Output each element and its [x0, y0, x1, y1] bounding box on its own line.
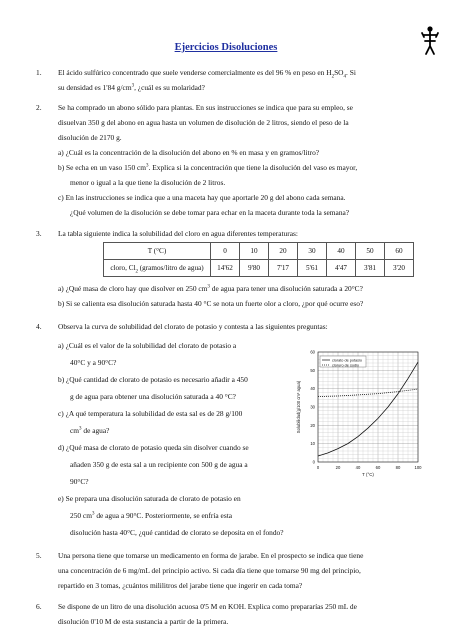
table-cell: 20 — [269, 243, 298, 260]
question-e: e) Se prepara una disolución saturada de clorato de potasio en — [58, 494, 241, 503]
question-c-cont: ¿Qué volumen de la disolución se debe tomar para echar en la maceta durante toda la semana? — [70, 208, 350, 217]
exercise-text: Una persona tiene que tomarse un medicamento en forma de jarabe. En el prospecto se indica que tiene — [58, 551, 364, 560]
exercise-text: Se dispone de un litro de una disolución acuosa 0'5 M en KOH. Explica como prepararías 250 mL de — [58, 602, 357, 611]
question-d-cont: 90°C? — [70, 477, 89, 486]
solubility-chart — [294, 346, 426, 488]
table-cell: 9'80 — [240, 260, 269, 277]
exercise-text: La tabla siguiente indica la solubilidad del cloro en agua diferentes temperaturas: — [58, 229, 298, 238]
exercise-text: repartido en 3 tomas, ¿cuántos mililitros del jarabe tiene que ingerir en cada toma? — [58, 581, 303, 590]
y-tick-label: 30 — [310, 404, 315, 410]
table-cell: 3'81 — [356, 260, 385, 277]
exercise-number: 3. — [36, 229, 42, 238]
question-d-cont: añaden 350 g de esta sal a un recipiente con 500 g de agua a — [70, 460, 248, 469]
exercise-text: disolución de 2170 g. — [58, 133, 122, 142]
question-b: b) Si se calienta esa disolución saturada hasta 40 °C se nota un fuerte olor a cloro, ¿por qué ocurre eso? — [58, 299, 364, 308]
table-cell: 60 — [385, 243, 414, 260]
y-axis-label: Solubilidad(g/100 cm³ agua) — [296, 380, 301, 434]
exercise-number: 4. — [36, 322, 42, 331]
question-b: b) Se echa en un vaso 150 $cm^3$. Explica si la concentración que tiene la disolución del vaso es mayor, — [58, 163, 358, 172]
exercise-text: Observa la curva de solubilidad del clorato de potasio y contesta a las siguientes preguntas: — [58, 322, 328, 331]
question-a: a) ¿Cuál es el valor de la solubilidad del clorato de potasio a — [58, 341, 237, 350]
x-tick-label: 20 — [335, 465, 341, 470]
table-cell: 0 — [211, 243, 240, 260]
exercise-number: 2. — [36, 103, 42, 112]
y-tick-label: 40 — [310, 386, 315, 392]
exercise-number: 5. — [36, 551, 42, 560]
question-d: d) ¿Qué masa de clorato de potasio queda sin disolver cuando se — [58, 443, 249, 452]
question-a-cont: 40°C y a 90°C? — [70, 358, 117, 367]
page-title: Ejercicios Disoluciones — [174, 42, 278, 53]
x-axis-label: T (°C) — [362, 472, 374, 477]
table-cell: 10 — [240, 243, 269, 260]
question-a: a) ¿Qué masa de cloro hay que disolver en 250 $cm^3$ de agua para tener una disolución saturada a 20°C? — [58, 284, 363, 293]
table-cell: 14'62 — [211, 260, 240, 277]
table-cell: 50 — [356, 243, 385, 260]
y-tick-label: 10 — [310, 441, 315, 447]
question-b-cont: g de agua para obtener una disolución saturada a 40 °C? — [70, 392, 236, 401]
question-c: c) ¿A qué temperatura la solubilidad de esta sal es de 28 g/100 — [58, 409, 243, 418]
x-tick-label: 80 — [395, 465, 401, 470]
legend-label: clorato de potasio — [332, 358, 362, 363]
y-tick-label: 60 — [310, 349, 315, 355]
question-a: a) ¿Cuál es la concentración de la disolución del abono en % en masa y en gramos/litro? — [58, 148, 320, 157]
x-tick-label: 60 — [375, 465, 381, 470]
y-tick-label: 50 — [310, 367, 315, 373]
exercise-text: disuelvan 350 g del abono en agua hasta un volumen de disolución de 2 litros, siendo el peso de la — [58, 118, 349, 127]
table-cell: 4'47 — [327, 260, 356, 277]
exercise-text: disolución 0'10 M de esta sustancia a partir de la primera. — [58, 617, 229, 626]
y-tick-label: 0 — [312, 459, 315, 465]
exercise-number: 1. — [36, 68, 42, 77]
table-cell: 30 — [298, 243, 327, 260]
question-c: c) En las instrucciones se indica que a una maceta hay que aportarle 20 g del abono cada semana. — [58, 193, 346, 202]
question-b-cont: menor o igual a la que tiene la disolución de 2 litros. — [70, 178, 226, 187]
table-cell: 7'17 — [269, 260, 298, 277]
question-b: b) ¿Qué cantidad de clorato de potasio es necesario añadir a 450 — [58, 375, 248, 384]
exercise-text: El ácido sulfúrico concentrado que suele venderse comercialmente es del 96 % en peso en $H_2SO_4$. Si — [58, 68, 356, 80]
solubility-table — [103, 242, 414, 277]
exercise-text: una concentración de 6 mg/mL del principio activo. Si cada día tiene que tomarse 90 mg del principio, — [58, 566, 361, 575]
table-header: T (°C) — [104, 243, 211, 260]
question-e-cont: 250 $cm^3$ de agua a 90°C. Posteriormente, se enfría esta — [70, 511, 233, 520]
table-row — [104, 243, 414, 260]
table-cell: 5'61 — [298, 260, 327, 277]
exercise-text: Se ha comprado un abono sólido para plantas. En sus instrucciones se indica que para su empleo, se — [58, 103, 353, 112]
exercise-number: 6. — [36, 602, 42, 611]
question-e-cont: disolución hasta 40°C, ¿qué cantidad de clorato se deposita en el fondo? — [70, 528, 284, 537]
table-header: cloro, $Cl_2$ (gramos/litro de agua) — [104, 260, 211, 277]
table-cell: 3'20 — [385, 260, 414, 277]
legend-label: cloruro de sodio — [332, 363, 360, 368]
x-tick-label: 0 — [316, 465, 320, 470]
table-cell: 40 — [327, 243, 356, 260]
y-tick-label: 20 — [310, 422, 315, 428]
x-tick-label: 100 — [414, 465, 422, 470]
table-row — [104, 260, 414, 277]
x-tick-label: 40 — [355, 465, 361, 470]
exercise-text: su densidad es 1'84 $g/cm^3$, ¿cuál es su molaridad? — [58, 83, 205, 92]
question-c-cont: $cm^3$ de agua? — [70, 426, 110, 435]
